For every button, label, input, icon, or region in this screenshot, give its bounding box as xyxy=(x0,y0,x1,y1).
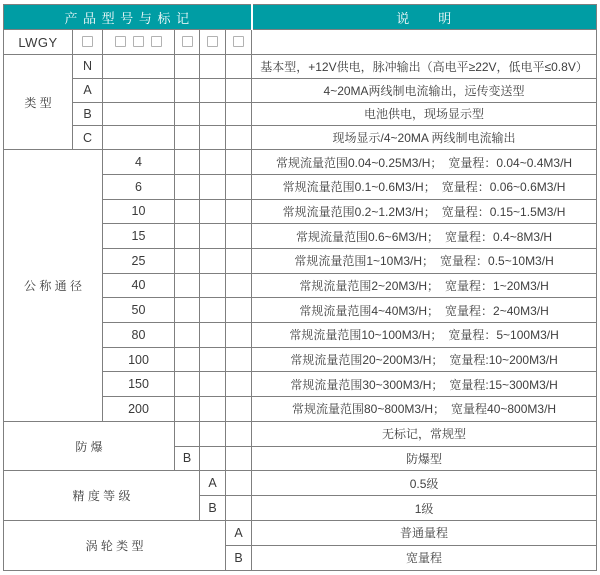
code-cell: 150 xyxy=(103,372,175,397)
desc-cell: 常规流量范围20~200M3/H； 宽量程:10~200M3/H xyxy=(252,347,597,372)
empty-cell xyxy=(200,298,226,323)
empty-cell xyxy=(226,273,252,298)
desc-cell: 常规流量范围4~40M3/H； 宽量程：2~40M3/H xyxy=(252,298,597,323)
empty-cell xyxy=(103,102,175,126)
code-cell: 40 xyxy=(103,273,175,298)
empty-cell xyxy=(226,78,252,102)
model-column-header: 产 品 型 号 与 标 记 xyxy=(4,5,252,30)
code-cell: 50 xyxy=(103,298,175,323)
desc-cell: 常规流量范围0.04~0.25M3/H； 宽量程：0.04~0.4M3/H xyxy=(252,150,597,175)
code-cell: A xyxy=(200,471,226,496)
empty-cell xyxy=(200,150,226,175)
code-cell: 10 xyxy=(103,199,175,224)
empty-cell xyxy=(200,372,226,397)
code-cell xyxy=(175,421,200,446)
empty-cell xyxy=(175,347,200,372)
empty-cell xyxy=(103,78,175,102)
model-name-cell: LWGY xyxy=(4,30,73,55)
empty-cell xyxy=(175,150,200,175)
turbine-code-box-cell xyxy=(226,30,252,55)
empty-cell xyxy=(226,55,252,79)
desc-cell: 4~20MA两线制电流输出，远传变送型 xyxy=(252,78,597,102)
code-box-icon xyxy=(151,36,162,47)
empty-cell xyxy=(226,496,252,521)
empty-cell xyxy=(226,421,252,446)
empty-cell xyxy=(226,298,252,323)
code-cell: A xyxy=(226,520,252,545)
empty-cell xyxy=(200,199,226,224)
empty-cell xyxy=(175,248,200,273)
code-cell: 100 xyxy=(103,347,175,372)
desc-cell: 无标记，常规型 xyxy=(252,421,597,446)
empty-cell xyxy=(175,78,200,102)
model-spec-table xyxy=(3,4,597,571)
empty-cell xyxy=(175,102,200,126)
empty-cell xyxy=(226,323,252,348)
section-label-accuracy: 精 度 等 级 xyxy=(4,471,200,521)
empty-cell xyxy=(175,273,200,298)
empty-cell xyxy=(175,199,200,224)
empty-cell xyxy=(226,347,252,372)
empty-cell xyxy=(226,102,252,126)
code-box-icon xyxy=(233,36,244,47)
section-label-explosion: 防 爆 xyxy=(4,421,175,471)
empty-cell xyxy=(175,298,200,323)
empty-cell xyxy=(226,446,252,471)
empty-cell xyxy=(226,199,252,224)
desc-cell: 电池供电，现场显示型 xyxy=(252,102,597,126)
desc-cell: 常规流量范围10~100M3/H； 宽量程：5~100M3/H xyxy=(252,323,597,348)
desc-cell: 普通量程 xyxy=(252,520,597,545)
desc-cell: 常规流量范围80~800M3/H； 宽量程40~800M3/H xyxy=(252,397,597,422)
code-cell: B xyxy=(175,446,200,471)
empty-cell xyxy=(175,126,200,150)
code-cell: 200 xyxy=(103,397,175,422)
code-cell: B xyxy=(200,496,226,521)
desc-cell: 基本型，+12V供电，脉冲输出（高电平≥22V，低电平≤0.8V） xyxy=(252,55,597,79)
desc-cell: 常规流量范围0.2~1.2M3/H； 宽量程：0.15~1.5M3/H xyxy=(252,199,597,224)
code-cell: 6 xyxy=(103,174,175,199)
code-box-icon xyxy=(182,36,193,47)
empty-cell xyxy=(200,446,226,471)
code-cell: B xyxy=(73,102,103,126)
empty-cell xyxy=(175,224,200,249)
empty-cell xyxy=(226,126,252,150)
empty-cell xyxy=(200,397,226,422)
empty-cell xyxy=(200,55,226,79)
empty-cell xyxy=(103,55,175,79)
code-cell: C xyxy=(73,126,103,150)
desc-cell: 0.5级 xyxy=(252,471,597,496)
desc-cell: 常规流量范围1~10M3/H； 宽量程：0.5~10M3/H xyxy=(252,248,597,273)
empty-cell xyxy=(226,174,252,199)
empty-cell xyxy=(175,55,200,79)
desc-cell: 宽量程 xyxy=(252,545,597,570)
code-cell: 25 xyxy=(103,248,175,273)
section-label-type: 类 型 xyxy=(4,55,73,150)
desc-cell: 防爆型 xyxy=(252,446,597,471)
desc-cell: 常规流量范围30~300M3/H； 宽量程:15~300M3/H xyxy=(252,372,597,397)
empty-cell xyxy=(226,397,252,422)
empty-cell xyxy=(175,397,200,422)
section-label-turbine: 涡 轮 类 型 xyxy=(4,520,226,570)
type-code-box-cell xyxy=(73,30,103,55)
code-box-icon xyxy=(115,36,126,47)
empty-cell xyxy=(175,174,200,199)
diameter-code-box-cell xyxy=(103,30,175,55)
empty-cell xyxy=(200,102,226,126)
desc-cell: 1级 xyxy=(252,496,597,521)
desc-cell: 常规流量范围2~20M3/H； 宽量程：1~20M3/H xyxy=(252,273,597,298)
empty-cell xyxy=(175,372,200,397)
empty-cell xyxy=(200,126,226,150)
empty-cell xyxy=(200,248,226,273)
empty-cell xyxy=(226,471,252,496)
empty-cell xyxy=(200,224,226,249)
empty-cell xyxy=(226,150,252,175)
description-column-header: 说 明 xyxy=(252,5,597,30)
empty-cell xyxy=(200,421,226,446)
code-box-icon xyxy=(82,36,93,47)
empty-cell xyxy=(226,224,252,249)
explosion-code-box-cell xyxy=(175,30,200,55)
empty-cell xyxy=(200,273,226,298)
code-cell: B xyxy=(226,545,252,570)
empty-cell xyxy=(200,174,226,199)
empty-cell xyxy=(200,347,226,372)
accuracy-code-box-cell xyxy=(200,30,226,55)
code-box-icon xyxy=(207,36,218,47)
empty-cell xyxy=(226,248,252,273)
empty-cell xyxy=(200,78,226,102)
desc-cell: 现场显示/4~20MA 两线制电流输出 xyxy=(252,126,597,150)
code-cell: 4 xyxy=(103,150,175,175)
code-cell: N xyxy=(73,55,103,79)
code-cell: 15 xyxy=(103,224,175,249)
desc-cell: 常规流量范围0.6~6M3/H； 宽量程：0.4~8M3/H xyxy=(252,224,597,249)
code-cell: 80 xyxy=(103,323,175,348)
empty-cell xyxy=(175,323,200,348)
model-desc-cell xyxy=(252,30,597,55)
code-cell: A xyxy=(73,78,103,102)
empty-cell xyxy=(103,126,175,150)
empty-cell xyxy=(226,372,252,397)
section-label-diameter: 公 称 通 径 xyxy=(4,150,103,422)
desc-cell: 常规流量范围0.1~0.6M3/H； 宽量程：0.06~0.6M3/H xyxy=(252,174,597,199)
empty-cell xyxy=(200,323,226,348)
code-box-icon xyxy=(133,36,144,47)
